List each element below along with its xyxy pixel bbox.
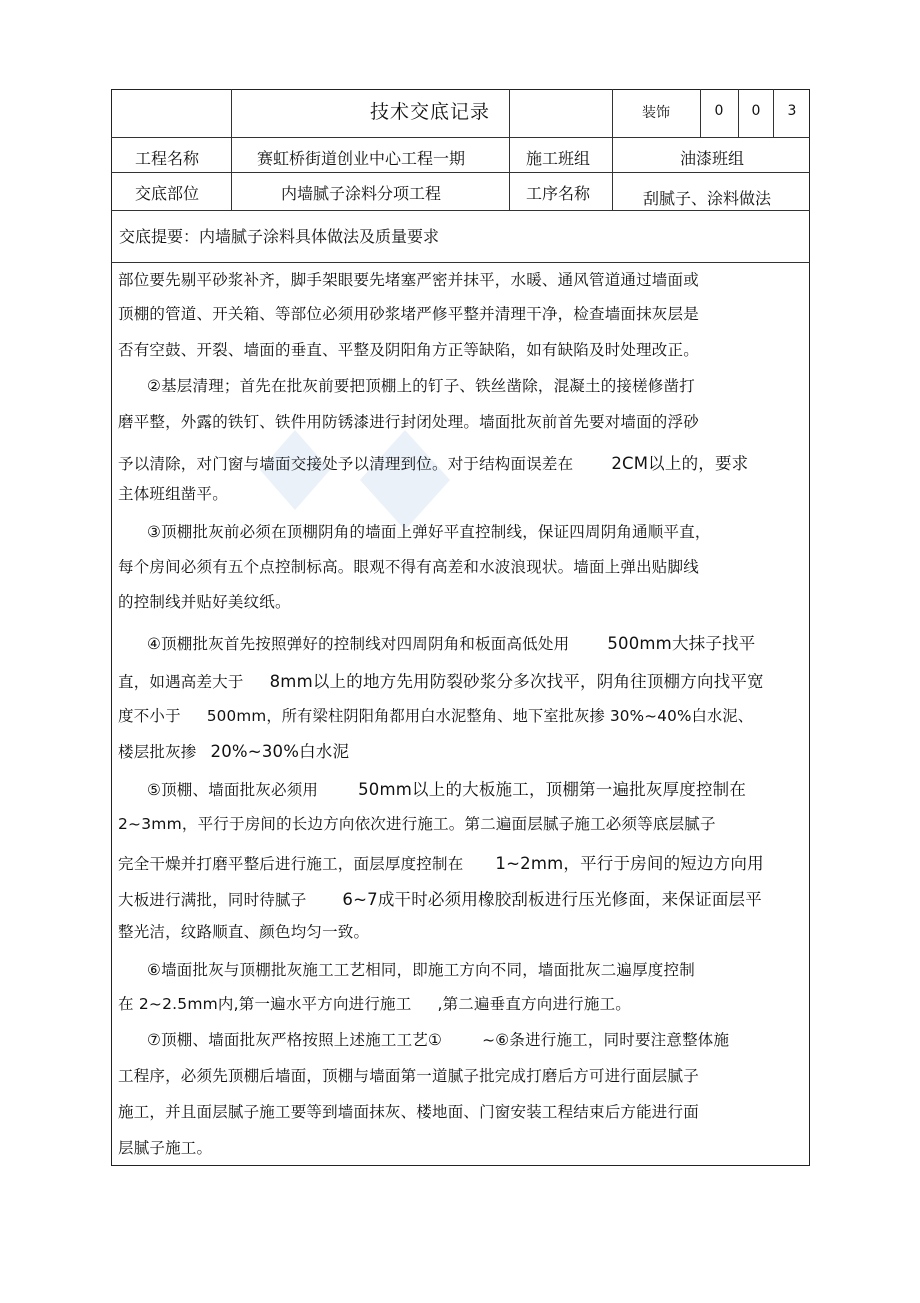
body-text: 度不小于: [118, 707, 181, 725]
body-line: 部位要先剔平砂浆补齐，脚手架眼要先堵塞严密并抹平，水暖、通风管道通过墙面或: [118, 271, 699, 289]
body-line: [118, 886, 762, 910]
body-line: 施工，并且面层腻子施工要等到墙面抹灰、楼地面、门窗安装工程结束后方能进行面: [118, 1103, 699, 1121]
summary-text: 交底提要：内墙腻子涂料具体做法及质量要求: [119, 227, 440, 246]
body-line: 层腻子施工。: [118, 1139, 213, 1157]
body-text: 直，如遇高差大于: [118, 673, 244, 691]
body-line: ②基层清理；首先在批灰前要把顶棚上的钉子、铁丝凿除，混凝土的接槎修凿打: [147, 377, 695, 395]
body-text: 50mm以上的大板施工，顶棚第一遍批灰厚度控制在: [358, 780, 747, 799]
body-line: ⑥墙面批灰与顶棚批灰施工工艺相同，即施工方向不同，墙面批灰二遍厚度控制: [147, 961, 695, 979]
body-line: [147, 630, 755, 654]
body-text: 完全干燥并打磨平整后进行施工，面层厚度控制在: [118, 855, 464, 873]
table-divider: [111, 262, 810, 263]
table-divider: [738, 89, 739, 137]
process-value: 刮腻子、涂料做法: [642, 189, 772, 208]
process-label: 工序名称: [525, 184, 591, 203]
body-line: ③顶棚批灰前必须在顶棚阴角的墙面上弹好平直控制线，保证四周阴角通顺平直，: [147, 523, 711, 541]
code-digit-3: 3: [787, 103, 797, 119]
body-text: ⑦顶棚、墙面批灰严格按照上述施工工艺①: [147, 1031, 443, 1049]
body-line: 的控制线并贴好美纹纸。: [118, 593, 291, 611]
body-line: 否有空鼓、开裂、墙面的垂直、平整及阴阳角方正等缺陷，如有缺陷及时处理改正。: [118, 341, 699, 359]
body-line: 主体班组凿平。: [118, 485, 228, 503]
table-divider: [773, 89, 774, 137]
table-divider: [231, 89, 232, 210]
body-line: 工程序，必须先顶棚后墙面，顶棚与墙面第一道腻子批完成打磨后方可进行面层腻子: [118, 1067, 699, 1085]
body-text: 500mm大抹子找平: [607, 634, 756, 653]
body-text: 6~7成干时必须用橡胶刮板进行压光修面，来保证面层平: [342, 890, 762, 909]
body-line: [118, 992, 631, 1014]
body-text: ④顶棚批灰首先按照弹好的控制线对四周阴角和板面高低处用: [147, 635, 570, 653]
body-text: ⑤顶棚、墙面批灰必须用: [147, 781, 319, 799]
body-text: 20%~30%白水泥: [210, 742, 350, 761]
body-line: 整光洁，纹路顺直、颜色均匀一致。: [118, 923, 370, 941]
table-divider: [509, 89, 510, 210]
body-line: 2~3mm，平行于房间的长边方向依次进行施工。第二遍面层腻子施工必须等底层腻子: [118, 815, 716, 833]
body-line: [118, 850, 764, 874]
table-divider: [111, 172, 810, 173]
body-line: 每个房间必须有五个点控制标高。眼观不得有高差和水波浪现状。墙面上弹出贴脚线: [118, 558, 699, 576]
body-line: [118, 704, 753, 726]
body-text: 大板进行满批，同时待腻子: [118, 891, 307, 909]
body-text: 8mm以上的地方先用防裂砂浆分多次找平，阴角往顶棚方向找平宽: [269, 672, 764, 691]
category-label: 装饰: [642, 105, 670, 121]
code-digit-1: 0: [714, 103, 724, 119]
body-line: [147, 1028, 729, 1050]
body-line: 磨平整，外露的铁钉、铁件用防锈漆进行封闭处理。墙面批灰前首先要对墙面的浮砂: [118, 413, 699, 431]
body-text: 500mm，所有梁柱阴阳角都用白水泥整角、地下室批灰掺 30%~40%白水泥、: [206, 707, 754, 725]
team-label: 施工班组: [525, 149, 591, 168]
body-text: ~⑥条进行施工，同时要注意整体施: [482, 1031, 730, 1049]
project-name-value: 赛虹桥街道创业中心工程一期: [256, 149, 466, 168]
body-line: [118, 738, 349, 762]
table-divider: [111, 210, 810, 211]
body-line: [118, 668, 764, 692]
code-digit-2: 0: [751, 103, 761, 119]
body-text: 1~2mm，平行于房间的短边方向用: [495, 854, 764, 873]
body-text: 予以清除，对门窗与墙面交接处予以清理到位。对于结构面误差在: [118, 455, 574, 473]
body-line: [147, 776, 746, 800]
table-divider: [612, 89, 613, 210]
body-text: 楼层批灰掺: [118, 743, 197, 761]
team-value: 油漆班组: [679, 149, 745, 168]
part-label: 交底部位: [134, 184, 200, 203]
body-text: 2CM以上的，要求: [611, 454, 749, 473]
body-line: 顶棚的管道、开关箱、等部位必须用砂浆堵严修平整并清理干净，检查墙面抹灰层是: [118, 305, 699, 323]
table-divider: [700, 89, 701, 137]
document-title: 技术交底记录: [370, 101, 491, 123]
body-line: [118, 450, 748, 474]
table-divider: [111, 137, 810, 138]
project-name-label: 工程名称: [134, 149, 200, 168]
part-value: 内墙腻子涂料分项工程: [280, 184, 442, 203]
body-text: ,第二遍垂直方向进行施工。: [437, 995, 631, 1013]
body-text: 在 2~2.5mm内,第一遍水平方向进行施工: [118, 995, 412, 1013]
